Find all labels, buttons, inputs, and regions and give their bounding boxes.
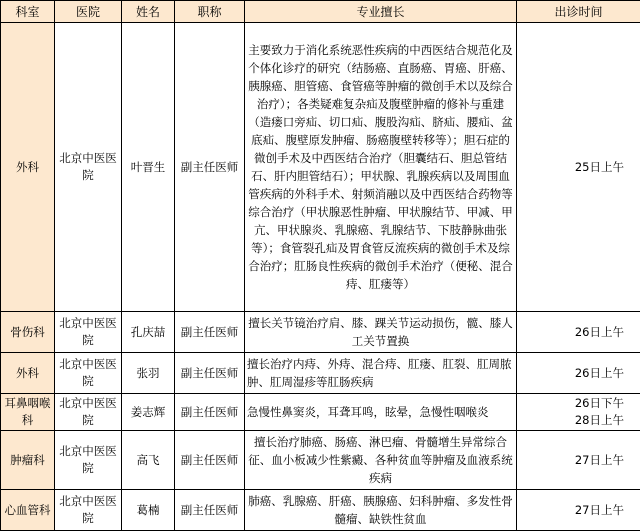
table-row [1, 23, 640, 312]
time-slot: 26日上午 [518, 365, 624, 382]
specialty-cell: 擅长治疗肺癌、肠癌、淋巴瘤、骨髓增生异常综合征、血小板减少性紫癜、各种贫血等肿瘤及血液系统疾病 [245, 431, 517, 490]
time-slot: 28日上午 [518, 412, 624, 429]
doctor-title-cell: 副主任医师 [175, 431, 245, 490]
hospital-cell: 北京中医医院 [55, 312, 122, 353]
time-slot: 26日下午 [518, 395, 624, 412]
time-cell [517, 312, 640, 353]
dept-cell: 外科 [1, 23, 55, 312]
doctor-name-cell: 姜志辉 [122, 394, 175, 431]
dept-cell: 骨伤科 [1, 312, 55, 353]
header-dept: 科室 [1, 1, 55, 23]
doctor-title-cell: 副主任医师 [175, 312, 245, 353]
time-slot: 26日上午 [518, 324, 624, 341]
header-row [1, 1, 640, 23]
time-slot: 25日上午 [518, 159, 624, 176]
header-title: 职称 [175, 1, 245, 23]
header-specialty: 专业擅长 [245, 1, 517, 23]
doctor-name-cell: 张羽 [122, 353, 175, 394]
doctor-name-cell: 叶晋生 [122, 23, 175, 312]
dept-cell: 外科 [1, 353, 55, 394]
table-row [1, 312, 640, 353]
table-row [1, 490, 640, 531]
time-cell [517, 490, 640, 531]
specialty-cell: 急慢性鼻窦炎，耳聋耳鸣，眩晕，急慢性咽喉炎 [245, 394, 517, 431]
doctor-name-cell: 葛楠 [122, 490, 175, 531]
specialty-cell: 主要致力于消化系统恶性疾病的中西医结合规范化及个体化诊疗的研究（结肠癌、直肠癌、胃癌、肝癌、胰腺癌、胆管癌、食管癌等肿瘤的微创手术以及综合治疗）；各类疑难复杂疝及腹壁肿瘤的修补与重建（造瘘口旁疝、切口疝、腹股沟疝、脐疝、腰疝、盆底疝、腹壁原发肿瘤、肠癌腹壁转移等）；胆石症的微创手术及中西医结合治疗（胆囊结石、胆总管结石、肝内胆管结石）；甲状腺、乳腺疾病以及周围血管疾病的外科手术、射频消融以及中西医结合药物等综合治疗（甲状腺恶性肿瘤、甲状腺结节、甲减、甲亢、甲状腺炎、乳腺癌、乳腺结节、下肢静脉曲张等）；食管裂孔疝及胃食管反流疾病的微创手术及综合治疗；肛肠良性疾病的微创手术治疗（便秘、混合痔、肛瘘等） [245, 23, 517, 312]
specialty-cell: 肺癌、乳腺癌、肝癌、胰腺癌、妇科肿瘤、多发性骨髓瘤、缺铁性贫血 [245, 490, 517, 531]
doctor-name-cell: 孔庆喆 [122, 312, 175, 353]
specialty-cell: 擅长关节镜治疗肩、膝、踝关节运动损伤，髋、膝人工关节置换 [245, 312, 517, 353]
time-cell [517, 394, 640, 431]
dept-cell: 耳鼻咽喉科 [1, 394, 55, 431]
doctor-title-cell: 副主任医师 [175, 490, 245, 531]
header-hospital: 医院 [55, 1, 122, 23]
dept-cell: 心血管科 [1, 490, 55, 531]
header-name: 姓名 [122, 1, 175, 23]
time-cell [517, 23, 640, 312]
table-row [1, 431, 640, 490]
dept-cell: 肿瘤科 [1, 431, 55, 490]
table-row [1, 394, 640, 431]
hospital-cell: 北京中医医院 [55, 490, 122, 531]
doctor-title-cell: 副主任医师 [175, 23, 245, 312]
table-row [1, 353, 640, 394]
header-time: 出诊时间 [517, 1, 640, 23]
time-cell [517, 353, 640, 394]
time-cell [517, 431, 640, 490]
time-slot: 27日上午 [518, 452, 624, 469]
hospital-cell: 北京中医医院 [55, 431, 122, 490]
hospital-cell: 北京中医医院 [55, 353, 122, 394]
hospital-cell: 北京中医医院 [55, 23, 122, 312]
doctor-title-cell: 副主任医师 [175, 353, 245, 394]
doctor-name-cell: 高飞 [122, 431, 175, 490]
time-slot: 27日上午 [518, 502, 624, 519]
specialty-cell: 擅长治疗内痔、外痔、混合痔、肛瘘、肛裂、肛周脓肿、肛周湿疹等肛肠疾病 [245, 353, 517, 394]
doctor-title-cell: 副主任医师 [175, 394, 245, 431]
hospital-cell: 北京中医医院 [55, 394, 122, 431]
